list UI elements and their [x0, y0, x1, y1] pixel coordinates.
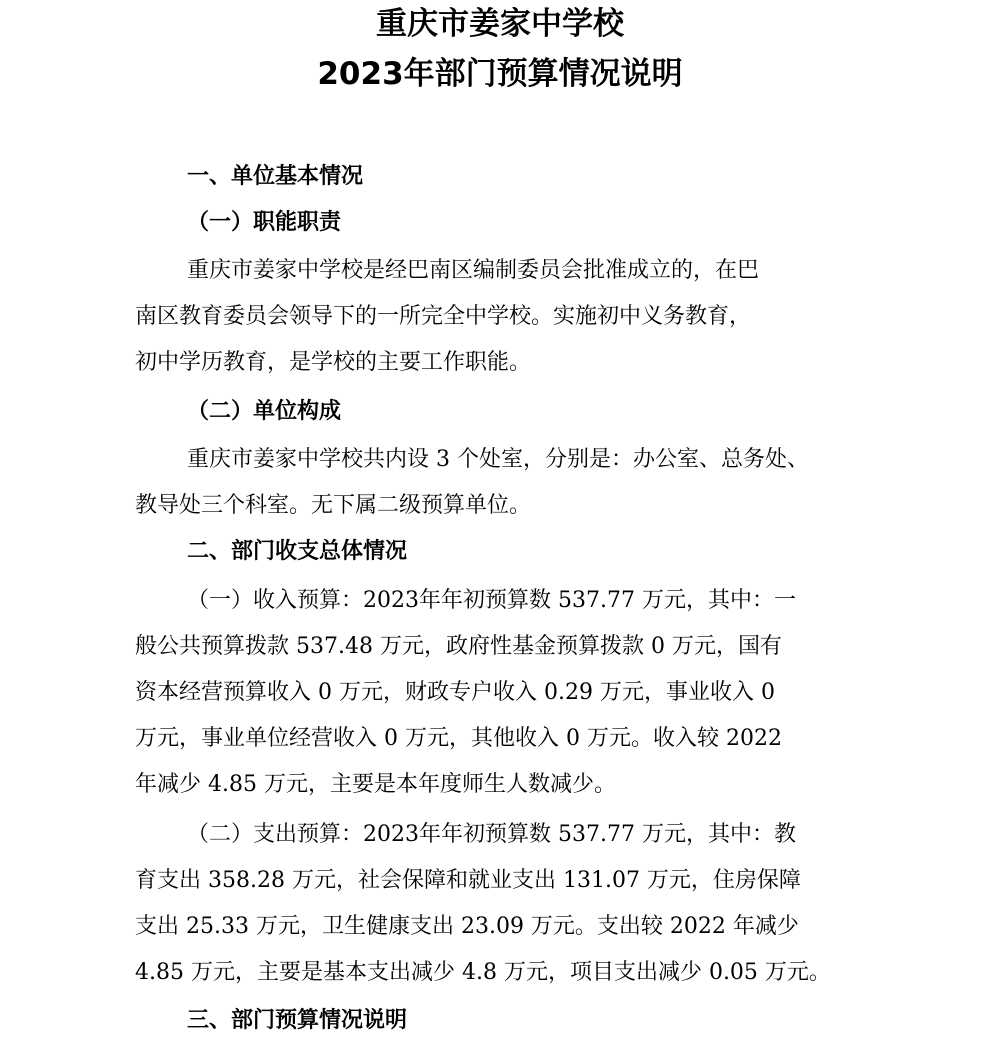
paragraph-line: 4.85 万元，主要是基本支出减少 4.8 万元，项目支出减少 0.05 万元。: [135, 960, 831, 985]
paragraph-composition: [135, 437, 915, 529]
paragraph-line: 万元，事业单位经营收入 0 万元，其他收入 0 万元。收入较 2022: [135, 726, 782, 751]
paragraph-line: 南区教育委员会领导下的一所完全中学校。实施初中义务教育，: [135, 304, 752, 329]
paragraph-line: 年减少 4.85 万元，主要是本年度师生人数减少。: [135, 772, 616, 797]
paragraph-line: （一）收入预算：2023年年初预算数 537.77 万元，其中：一: [187, 588, 796, 613]
subsection-heading-duties: （一）职能职责: [187, 209, 342, 235]
paragraph-line: 资本经营预算收入 0 万元，财政专户收入 0.29 万元，事业收入 0: [135, 680, 775, 705]
section-heading-basic-info: 一、单位基本情况: [187, 164, 364, 189]
paragraph-duties: [135, 248, 915, 386]
paragraph-line: （二）支出预算：2023年年初预算数 537.77 万元，其中：教: [187, 822, 796, 847]
paragraph-line: 育支出 358.28 万元，社会保障和就业支出 131.07 万元，住房保障: [135, 868, 801, 893]
paragraph-expense-budget: [135, 812, 915, 996]
paragraph-line: 般公共预算拨款 537.48 万元，政府性基金预算拨款 0 万元，国有: [135, 634, 782, 659]
subsection-heading-composition: （二）单位构成: [187, 398, 342, 424]
document-subtitle: 2023年部门预算情况说明: [317, 56, 683, 92]
paragraph-line: 重庆市姜家中学校是经巴南区编制委员会批准成立的，在巴: [187, 258, 760, 283]
paragraph-line: 初中学历教育，是学校的主要工作职能。: [135, 350, 532, 375]
document-title: 重庆市姜家中学校: [376, 6, 624, 42]
section-heading-budget-overview: 二、部门收支总体情况: [187, 539, 408, 564]
paragraph-income-budget: [135, 578, 915, 808]
paragraph-line: 重庆市姜家中学校共内设 3 个处室，分别是：办公室、总务处、: [187, 447, 809, 472]
paragraph-line: 教导处三个科室。无下属二级预算单位。: [135, 493, 532, 518]
paragraph-line: 支出 25.33 万元，卫生健康支出 23.09 万元。支出较 2022 年减少: [135, 914, 799, 939]
section-heading-budget-details: 三、部门预算情况说明: [187, 1008, 408, 1033]
